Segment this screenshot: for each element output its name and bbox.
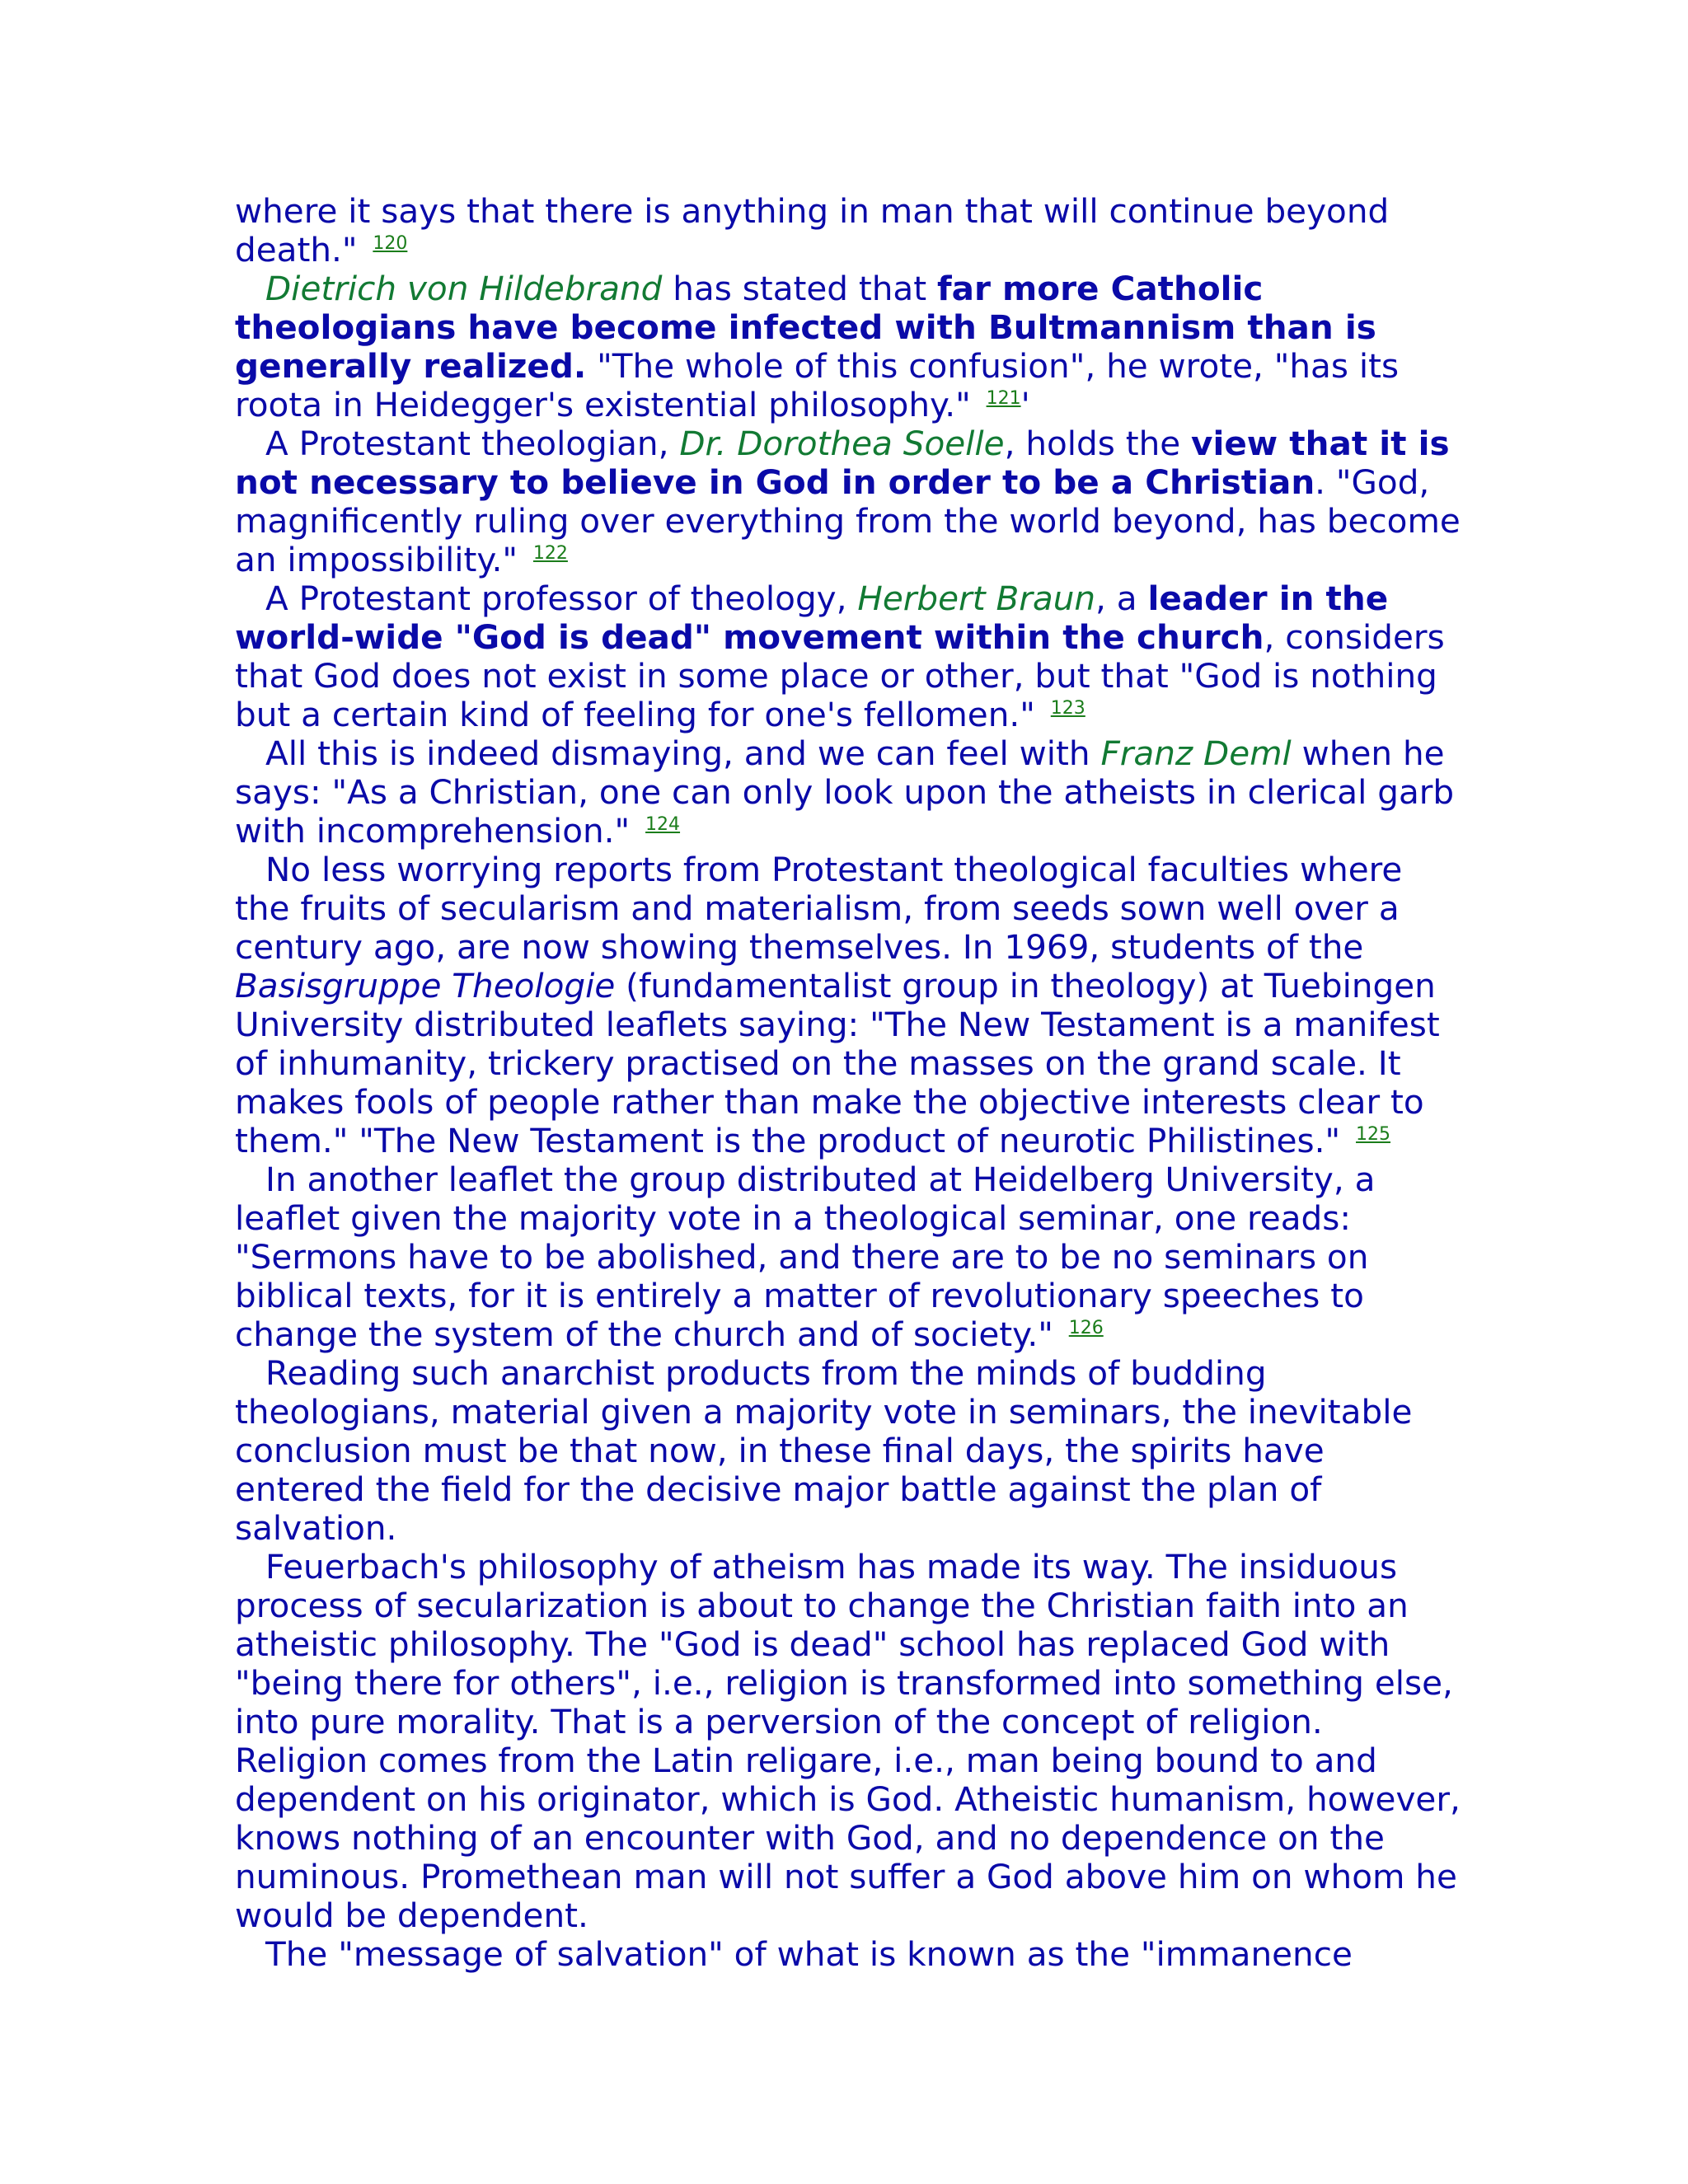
body-text: Reading such anarchist products from the minds of budding theologians, material given a majority vote in seminars, the inevitable conclusion must be that now, in these final days, the spirits have entered the field for the decisive major battle against the plan of salvation.	[235, 1353, 1413, 1548]
paragraph-hildebrand	[235, 269, 1463, 424]
body-text: A Protestant professor of theology,	[265, 579, 858, 618]
bold-emphasis: view that it is not necessary to believe in God in order to be a Christian	[235, 424, 1450, 502]
person-name: Dietrich von Hildebrand	[265, 269, 663, 308]
footnote-link-123[interactable]: 123	[1050, 698, 1085, 719]
body-text: "The whole of this confusion", he wrote, "has its roota in Heidegger's existential philosophy."	[235, 346, 1400, 424]
body-text: has stated that	[662, 269, 938, 308]
body-text: (fundamentalist group in theology) at Tuebingen University distributed leaflets saying: "The New Testament is a manifest of inhumanity, trickery practised on the masses on the grand scale. It makes fools of people rather than make the objective interests clear to them." "The New Testament is the product of neurotic Philistines."	[235, 966, 1440, 1160]
footnote-link-120[interactable]: 120	[373, 233, 408, 254]
body-text: A Protestant theologian,	[265, 424, 680, 463]
paragraph-feuerbach	[235, 1548, 1463, 1935]
paragraph-soelle	[235, 424, 1463, 579]
footnote-link-122[interactable]: 122	[532, 543, 568, 564]
body-text: All this is indeed dismaying, and we can feel with	[265, 733, 1101, 773]
body-text: No less worrying reports from Protestant theological faculties where the fruits of secularism and materialism, from seeds sown well over a century ago, are now showing themselves. In 1969, students of the	[235, 850, 1403, 967]
body-text: '	[1020, 385, 1030, 424]
body-text: Feuerbach's philosophy of atheism has made its way. The insiduous process of secularization is about to change the Christian faith into an atheistic philosophy. The "God is dead" school has replaced God with "being there for others", i.e., religion is transformed into something else, into pure morality. That is a perversion of the concept of religion. Religion comes from the Latin religare, i.e., man being bound to and dependent on his originator, which is God. Atheistic humanism, however, knows nothing of an encounter with God, and no dependence on the numinous. Promethean man will not suffer a God above him on whom he would be dependent.	[235, 1547, 1461, 1935]
footnote-link-124[interactable]: 124	[645, 814, 681, 835]
paragraph-heidelberg	[235, 1160, 1463, 1354]
footnote-link-125[interactable]: 125	[1356, 1124, 1391, 1145]
person-name: Franz Deml	[1100, 733, 1292, 773]
body-text: where it says that there is anything in man that will continue beyond death."	[235, 191, 1390, 269]
bold-emphasis: leader in the world-wide "God is dead" movement within the church	[235, 579, 1389, 657]
paragraph-braun	[235, 579, 1463, 734]
body-text: . "God, magnificently ruling over everything from the world beyond, has become an impossibility."	[235, 462, 1461, 579]
person-name: Herbert Braun	[857, 579, 1096, 618]
body-text: , a	[1095, 579, 1148, 618]
footnote-link-121[interactable]: 121	[986, 388, 1021, 409]
body-text: In another leaflet the group distributed at Heidelberg University, a leaflet given the majority vote in a theological seminar, one reads: "Sermons have to be abolished, and there are to be no seminars on biblical texts, for it is entirely a matter of revolutionary speeches to change the system of the church and of society."	[235, 1160, 1376, 1354]
paragraph-anarchist	[235, 1354, 1463, 1548]
body-text: The "message of salvation" of what is known as the "immanence	[265, 1934, 1353, 1974]
italic-term: Basisgruppe Theologie	[235, 966, 616, 1005]
paragraph-deml	[235, 734, 1463, 851]
document-page	[235, 192, 1463, 1974]
person-name: Dr. Dorothea Soelle	[679, 424, 1005, 463]
body-text: when he says: "As a Christian, one can only look upon the atheists in clerical garb with incomprehension."	[235, 733, 1455, 851]
footnote-link-126[interactable]: 126	[1068, 1318, 1104, 1338]
paragraph-continuation	[235, 192, 1463, 269]
paragraph-tuebingen	[235, 851, 1463, 1160]
paragraph-immanence	[235, 1935, 1463, 1974]
body-text: , considers that God does not exist in some place or other, but that "God is nothing but a certain kind of feeling for one's fellomen."	[235, 617, 1445, 734]
bold-emphasis: far more Catholic theologians have become infected with Bultmannism than is generally realized.	[235, 269, 1376, 386]
body-text: , holds the	[1004, 424, 1192, 463]
